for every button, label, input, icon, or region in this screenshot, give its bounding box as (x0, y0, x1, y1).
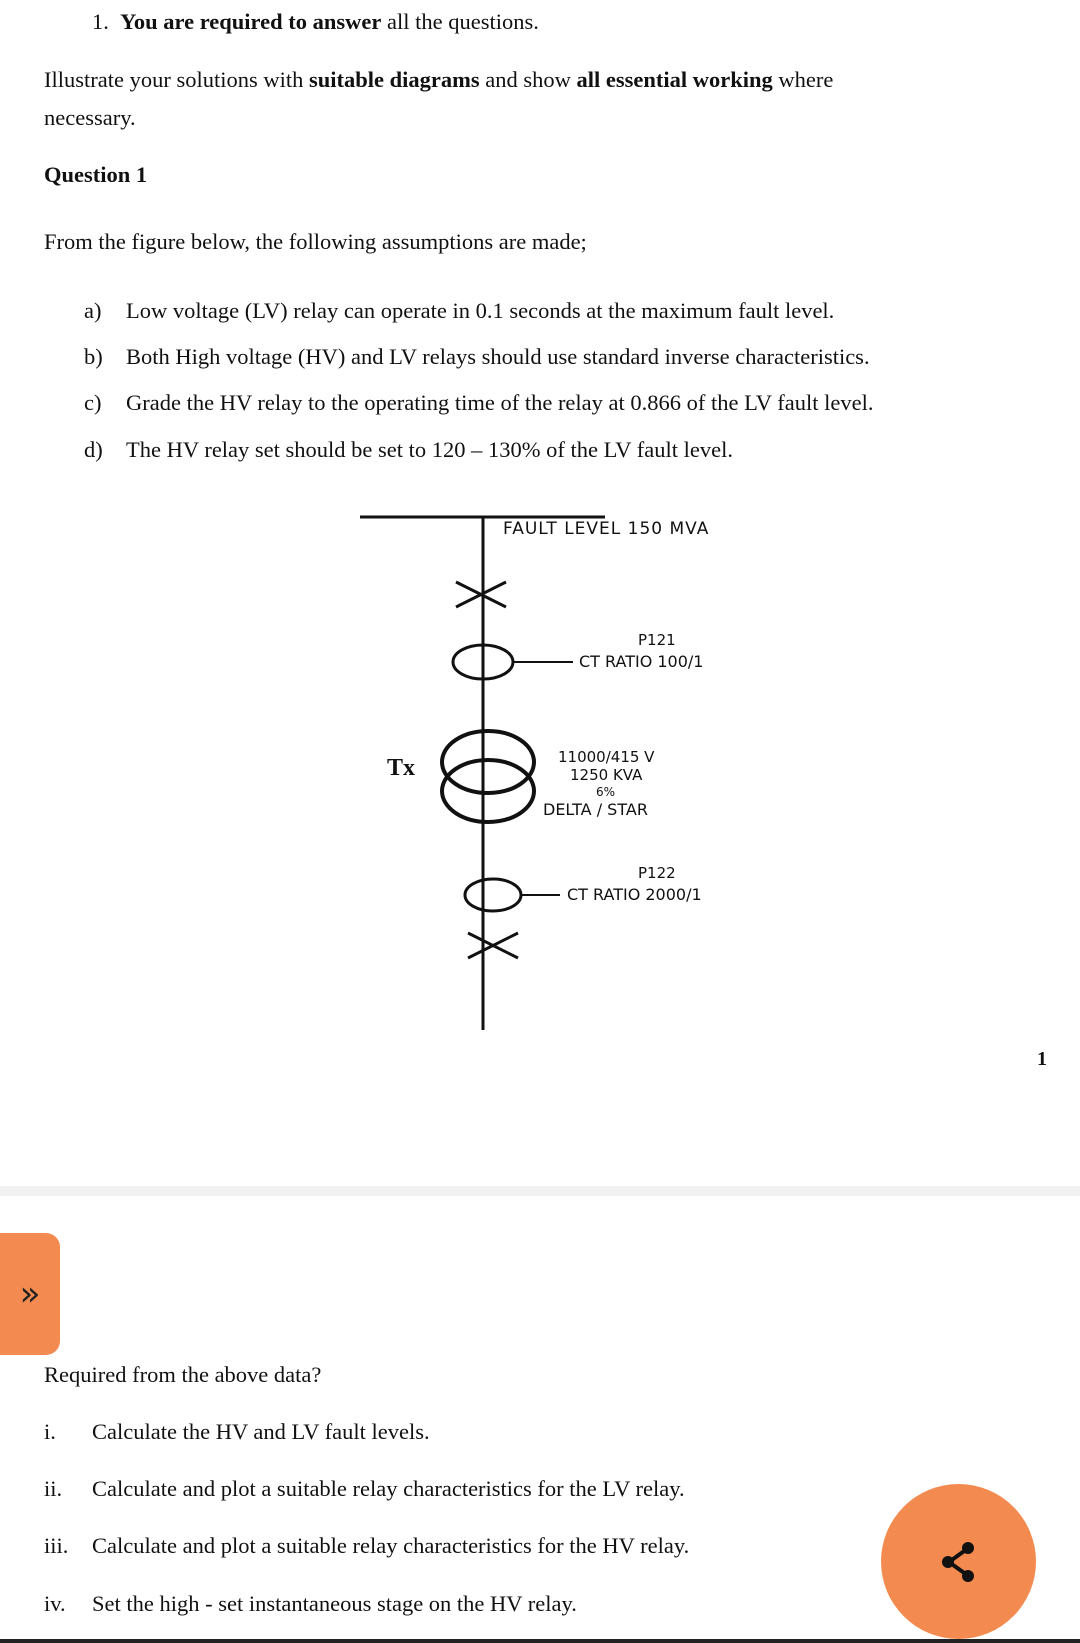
instruction-line-1 (92, 8, 539, 36)
instruction-line-3: necessary. (44, 105, 136, 130)
text: Illustrate your solutions with (44, 67, 309, 92)
page-separator (0, 1186, 1080, 1196)
hv-breaker-icon (456, 582, 506, 607)
list-number: 1. (92, 9, 109, 34)
required-label: i. (44, 1419, 56, 1444)
bold-text: suitable diagrams (308, 67, 480, 92)
ct-ratio-hv-label: CT RATIO 100/1 (579, 652, 704, 671)
assumption-text: Low voltage (LV) relay can operate in 0.1 seconds at the maximum fault level. (126, 298, 835, 323)
required-heading: Required from the above data? (44, 1362, 322, 1387)
required-label: ii. (44, 1476, 63, 1501)
bottom-edge (0, 1639, 1080, 1643)
single-line-diagram (0, 470, 1080, 1030)
share-icon (939, 1540, 979, 1584)
required-text: Set the high - set instantaneous stage on the HV relay. (92, 1591, 577, 1616)
question-intro: From the figure below, the following assumptions are made; (44, 229, 587, 254)
text: and show (479, 67, 577, 92)
assumption-text: Both High voltage (HV) and LV relays should use standard inverse characteristics. (126, 344, 870, 369)
lv-ct-icon (465, 879, 521, 911)
tx-impedance-label: 6% (596, 785, 616, 799)
transformer-label: Tx (387, 755, 416, 781)
ct-ratio-lv-label: CT RATIO 2000/1 (567, 885, 702, 904)
required-text: Calculate the HV and LV fault levels. (92, 1419, 430, 1444)
lv-breaker-icon (468, 933, 518, 958)
assumption-label: b) (84, 344, 103, 369)
required-label: iv. (44, 1591, 66, 1616)
bold-text: You are required to answer (120, 9, 382, 34)
assumption-label: c) (84, 390, 102, 415)
text: where (772, 67, 834, 92)
tx-rating-label: 1250 KVA (570, 766, 643, 784)
tx-connection-label: DELTA / STAR (543, 800, 648, 819)
bold-text: all essential working (576, 67, 773, 92)
double-chevron-right-icon: » (19, 1274, 41, 1314)
question-title: Question 1 (44, 162, 148, 187)
required-label: iii. (44, 1533, 69, 1558)
relay-p122-label: P122 (638, 864, 676, 882)
transformer-icon (442, 731, 534, 822)
assumption-text: Grade the HV relay to the operating time of the relay at 0.866 of the LV fault level. (126, 390, 874, 415)
assumption-label: a) (84, 298, 102, 323)
assumption-text: The HV relay set should be set to 120 – 130% of the LV fault level. (126, 437, 733, 462)
page-number: 1 (1037, 1048, 1047, 1070)
required-text: Calculate and plot a suitable relay characteristics for the LV relay. (92, 1476, 685, 1501)
instruction-line-2 (44, 66, 833, 94)
relay-p121-label: P121 (638, 631, 676, 649)
share-button[interactable] (881, 1484, 1036, 1639)
fault-level-label: FAULT LEVEL 150 MVA (503, 519, 710, 539)
required-text: Calculate and plot a suitable relay characteristics for the HV relay. (92, 1533, 690, 1558)
expand-side-tab[interactable] (0, 1233, 60, 1355)
assumption-label: d) (84, 437, 103, 462)
text: all the questions. (381, 9, 539, 34)
tx-voltage-label: 11000/415 V (558, 748, 655, 766)
